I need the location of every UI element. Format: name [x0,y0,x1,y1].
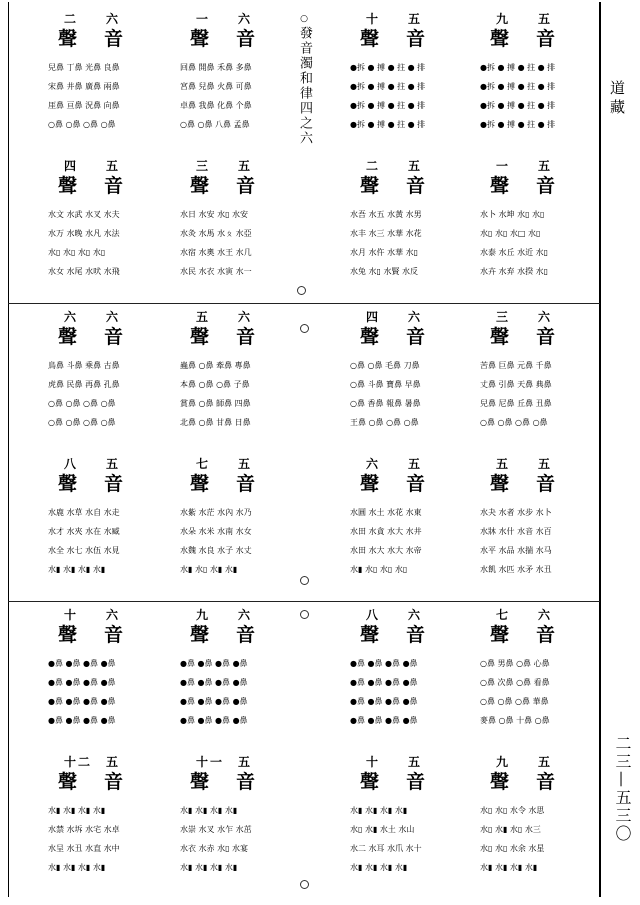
block-header [180,453,280,493]
yin-label: 音 [104,175,124,197]
character-row: 水二 水耳 水爪 水十 [350,844,422,853]
title-text: 發音濁和律四之六 [297,26,312,146]
character-row: 水▮ 水▮ 水▮ 水▮ [48,863,106,872]
block-header [180,751,280,791]
tone-number: 六 [238,608,251,622]
character-row: 水衣 水赤 水▯ 水宴 [180,844,249,853]
sheng-label: 聲 [58,771,79,793]
sound-block [180,751,300,877]
character-row: 水吾 水五 水黃 水男 [350,210,422,219]
character-row: 水全 水七 水伍 水見 [48,546,120,555]
sound-block [180,155,300,281]
character-row: 水民 水衣 水寅 水一 [180,267,252,276]
sheng-label: 聲 [58,175,79,197]
character-rows [180,58,300,134]
sheng-label: 聲 [58,473,79,495]
character-row: 水夬 水者 水步 水卜 [480,508,552,517]
tone-number: 五 [408,457,421,471]
character-row: ●鼻 ●鼻 ●鼻 ●鼻 [350,697,418,706]
sound-block [350,604,470,730]
character-row: 水▮ 水▮ 水▮ 水▮ [350,863,408,872]
sheng-label: 聲 [190,175,211,197]
character-row: ●拆 ● 搏 ● 拄 ● 排 [480,101,556,110]
sound-number: 八 [366,608,381,622]
character-row: ●拆 ● 搏 ● 拄 ● 排 [480,82,556,91]
yin-label: 音 [236,624,256,646]
tone-number: 六 [238,310,251,324]
yin-label: 音 [536,771,556,793]
sheng-label: 聲 [490,28,511,50]
sound-block [48,453,168,579]
sound-number: 五 [496,457,511,471]
sheng-label: 聲 [490,473,511,495]
character-row: 水▯ 水▯ 水余 水星 [480,844,545,853]
character-row: ●鼻 ●鼻 ●鼻 ●鼻 [48,697,116,706]
character-row: 水魏 水良 水子 水丈 [180,546,252,555]
block-header [350,306,450,346]
tone-number: 五 [238,159,251,173]
character-row: 丈鼻 引鼻 天鼻 典鼻 [480,380,552,389]
sound-block [350,155,470,281]
yin-label: 音 [406,175,426,197]
yin-label: 音 [536,473,556,495]
sound-number: 三 [496,310,511,324]
character-rows [48,801,168,877]
character-row: 水日 水安 水▯ 水安 [180,210,249,219]
sound-number: 六 [64,310,79,324]
block-header [180,604,280,644]
binding-hole-icon [300,880,309,889]
sound-number: 十 [64,608,79,622]
character-row: 回鼻 開鼻 禾鼻 多鼻 [180,63,252,72]
character-rows [350,654,470,730]
block-header [350,604,450,644]
character-row: ●拆 ● 搏 ● 拄 ● 排 [350,101,426,110]
character-row: ●鼻 ●鼻 ●鼻 ●鼻 [180,678,248,687]
character-row: 苦鼻 巨鼻 元鼻 千鼻 [480,361,552,370]
character-row: 水▮ 水▮ 水▮ 水▮ [480,863,538,872]
character-row: 水▮ 水▮ 水▮ 水▮ [48,565,106,574]
binding-hole-icon [300,610,309,619]
tone-number: 五 [538,457,551,471]
character-rows [480,58,600,134]
tone-number: 六 [106,608,119,622]
character-row: ○鼻 ○鼻 八鼻 孟鼻 [180,120,250,129]
tone-number: 五 [106,159,119,173]
character-row: 賞鼻 ○鼻 師鼻 四鼻 [180,399,251,408]
character-row: 水朵 水米 水南 水女 [180,527,252,536]
character-rows [350,205,470,281]
block-header [480,306,580,346]
block-header [350,453,450,493]
character-row: 水▮ 水▮ 水▮ 水▮ [48,806,106,815]
character-row: 水▯ 水▯ 水令 水思 [480,806,545,815]
tone-number: 五 [538,12,551,26]
character-row: 水▯ 水▯ 水□ 水▯ [480,229,541,238]
sound-block [480,155,600,281]
sound-block [180,306,300,432]
character-row: ●鼻 ●鼻 ●鼻 ●鼻 [350,659,418,668]
tone-number: 六 [408,608,421,622]
block-header [180,155,280,195]
yin-label: 音 [406,28,426,50]
character-row: ○鼻 男鼻 ○鼻 心鼻 [480,659,550,668]
character-row: 水灸 水馬 水ㄆ 水亞 [180,229,252,238]
tone-number: 六 [106,12,119,26]
character-row: ○鼻 香鼻 報鼻 暑鼻 [350,399,421,408]
character-rows [48,356,168,432]
sound-number: 六 [366,457,381,471]
character-row: ○鼻 次鼻 ○鼻 看鼻 [480,678,550,687]
character-row: 水崇 水叉 水乍 水茁 [180,825,252,834]
sheng-label: 聲 [360,624,381,646]
tone-number: 五 [408,159,421,173]
sheng-label: 聲 [190,326,211,348]
character-rows [350,356,470,432]
sheng-label: 聲 [58,624,79,646]
yin-label: 音 [236,175,256,197]
sound-block [480,751,600,877]
yin-label: 音 [406,326,426,348]
character-row: ○鼻 ○鼻 ○鼻 ○鼻 [48,418,116,427]
yin-label: 音 [236,326,256,348]
tone-number: 五 [106,457,119,471]
character-rows [48,205,168,281]
character-row: 水女 水尾 水吠 水飛 [48,267,120,276]
character-row: 麥鼻 ○鼻 十鼻 ○鼻 [480,716,550,725]
tone-number: 六 [538,310,551,324]
sound-number: 九 [196,608,211,622]
sound-number: 八 [64,457,79,471]
sheng-label: 聲 [190,771,211,793]
sound-number: 四 [366,310,381,324]
sound-block [180,8,300,134]
panel-divider [8,303,600,304]
character-row: 蟲鼻 ○鼻 牽鼻 專鼻 [180,361,251,370]
block-header [48,306,148,346]
sound-block [48,155,168,281]
margin-title: 道藏 [608,80,626,118]
character-rows [350,801,470,877]
sound-number: 二 [64,12,79,26]
character-row: ○鼻 ○鼻 毛鼻 刀鼻 [350,361,420,370]
character-row: ●拆 ● 搏 ● 拄 ● 排 [480,63,556,72]
character-row: 水紫 水茫 水內 水乃 [180,508,252,517]
character-row: ●鼻 ●鼻 ●鼻 ●鼻 [48,678,116,687]
tone-number: 五 [538,755,551,769]
character-row: 鳥鼻 斗鼻 乘鼻 古鼻 [48,361,120,370]
yin-label: 音 [406,624,426,646]
sheng-label: 聲 [490,771,511,793]
sound-block [180,453,300,579]
block-header [480,8,580,48]
character-row: 水田 水大 水大 水帝 [350,546,422,555]
character-rows [180,503,300,579]
character-rows [48,58,168,134]
sound-block [48,751,168,877]
block-header [480,751,580,791]
character-row: ○鼻 ○鼻 ○鼻 ○鼻 [48,399,116,408]
sound-block [350,453,470,579]
yin-label: 音 [104,326,124,348]
character-row: 水泰 水丘 水近 水▯ [480,248,549,257]
sheng-label: 聲 [58,326,79,348]
character-row: 水▮ 水▮ 水▮ 水▮ [350,806,408,815]
tone-number: 五 [238,755,251,769]
character-row: 水▯ 水▮ 水▯ 水三 [480,825,541,834]
sound-block [48,604,168,730]
sound-block [480,604,600,730]
character-row: ●鼻 ●鼻 ●鼻 ●鼻 [350,678,418,687]
sheng-label: 聲 [360,28,381,50]
yin-label: 音 [236,473,256,495]
sound-number: 五 [196,310,211,324]
sound-number: 七 [496,608,511,622]
yin-label: 音 [406,473,426,495]
sound-number: 一 [496,159,511,173]
character-row: 水卜 水坤 水▯ 水▯ [480,210,545,219]
character-row: 水▮ 水▯ 水▮ 水▮ [180,565,238,574]
tone-number: 五 [408,12,421,26]
sheng-label: 聲 [490,624,511,646]
character-row: ●鼻 ●鼻 ●鼻 ●鼻 [48,659,116,668]
yin-label: 音 [104,624,124,646]
character-row: ●拆 ● 搏 ● 拄 ● 排 [350,82,426,91]
panel-divider [8,601,600,602]
character-row: 厓鼻 亘鼻 況鼻 向鼻 [48,101,120,110]
sound-number: 十二 [64,755,93,769]
block-header [180,8,280,48]
block-header [48,751,148,791]
character-row: 水▯ 水▮ 水土 水山 [350,825,415,834]
character-row: ●鼻 ●鼻 ●鼻 ●鼻 [180,659,248,668]
tone-number: 五 [106,755,119,769]
character-rows [480,205,600,281]
sound-block [350,8,470,134]
character-rows [480,654,600,730]
character-row: 水月 水仵 水華 水▯ [350,248,419,257]
sheng-label: 聲 [360,771,381,793]
character-rows [48,503,168,579]
tone-number: 五 [238,457,251,471]
character-row: ●鼻 ●鼻 ●鼻 ●鼻 [180,716,248,725]
block-header [350,8,450,48]
character-row: 水宿 水奧 水王 水几 [180,248,252,257]
character-rows [350,503,470,579]
character-row: ○鼻 ○鼻 ○鼻 ○鼻 [480,418,548,427]
yin-label: 音 [104,473,124,495]
character-row: 水▮ 水▮ 水▮ 水▮ [180,863,238,872]
sound-number: 四 [64,159,79,173]
character-rows [180,801,300,877]
sound-number: 二 [366,159,381,173]
sheng-label: 聲 [490,175,511,197]
character-row: 水才 水夾 水在 水臧 [48,527,120,536]
sound-number: 十 [366,12,381,26]
sheng-label: 聲 [190,28,211,50]
character-row: 水飢 水匹 水矛 水丑 [480,565,552,574]
character-row: 虎鼻 民鼻 再鼻 孔鼻 [48,380,120,389]
character-row: 水禁 水坼 水宅 水卓 [48,825,120,834]
sound-number: 一 [196,12,211,26]
block-header [480,453,580,493]
sound-number: 九 [496,12,511,26]
sound-block [48,306,168,432]
tone-number: 六 [538,608,551,622]
sound-number: 十一 [196,755,225,769]
character-row: ○鼻 斗鼻 寶鼻 早鼻 [350,380,421,389]
character-row: 水兔 水▯ 水賢 水反 [350,267,419,276]
character-row: 水▮ 水▯ 水▯ 水▯ [350,565,408,574]
sound-block [48,8,168,134]
tone-number: 六 [106,310,119,324]
sheng-label: 聲 [190,624,211,646]
sheng-label: 聲 [360,175,381,197]
sheng-label: 聲 [58,28,79,50]
sound-block [480,453,600,579]
character-row: 王鼻 ○鼻 ○鼻 ○鼻 [350,418,419,427]
character-row: 水圓 水土 水花 水東 [350,508,422,517]
sheng-label: 聲 [360,326,381,348]
character-row: 水平 水品 水揣 水马 [480,546,552,555]
character-row: ●拆 ● 搏 ● 拄 ● 排 [350,63,426,72]
sound-number: 七 [196,457,211,471]
character-rows [180,356,300,432]
tone-number: 六 [238,12,251,26]
character-row: 北鼻 ○鼻 甘鼻 日鼻 [180,418,251,427]
character-row: 宋鼻 井鼻 廣鼻 兩鼻 [48,82,120,91]
character-rows [180,654,300,730]
page-number: 二三—五三〇 [613,735,632,843]
character-row: ○鼻 ○鼻 ○鼻 華鼻 [480,697,549,706]
binding-hole-icon [297,286,306,295]
yin-label: 音 [536,28,556,50]
tone-number: 六 [408,310,421,324]
character-row: 水丰 水三 水華 水花 [350,229,422,238]
sheng-label: 聲 [360,473,381,495]
character-row: 兒鼻 尼鼻 丘鼻 丑鼻 [480,399,552,408]
sheng-label: 聲 [490,326,511,348]
character-row: 水牀 水什 水音 水百 [480,527,552,536]
sound-block [350,751,470,877]
character-row: 水卉 水弃 水揆 水▯ [480,267,549,276]
character-row: 水▯ 水▯ 水▯ 水▯ [48,248,106,257]
block-header [48,453,148,493]
character-rows [180,205,300,281]
character-rows [480,801,600,877]
sound-block [350,306,470,432]
block-header [180,306,280,346]
character-row: 水呈 水丑 水直 水中 [48,844,120,853]
character-row: 本鼻 ○鼻 ○鼻 子鼻 [180,380,250,389]
tone-number: 五 [408,755,421,769]
sheng-label: 聲 [190,473,211,495]
sound-block [480,306,600,432]
sound-block [180,604,300,730]
yin-label: 音 [536,624,556,646]
yin-label: 音 [236,771,256,793]
yin-label: 音 [104,771,124,793]
character-rows [350,58,470,134]
binding-hole-icon [300,324,309,333]
block-header [48,155,148,195]
character-row: 宮鼻 兒鼻 火鼻 可鼻 [180,82,252,91]
character-rows [48,654,168,730]
yin-label: 音 [406,771,426,793]
yin-label: 音 [236,28,256,50]
binding-hole-icon [300,576,309,585]
title-mark: ○ [299,14,309,26]
sound-number: 十 [366,755,381,769]
sound-block [480,8,600,134]
character-row: 卓鼻 我鼻 化鼻 个鼻 [180,101,252,110]
character-rows [480,503,600,579]
character-row: ●鼻 ●鼻 ●鼻 ●鼻 [180,697,248,706]
character-row: ●拆 ● 搏 ● 拄 ● 排 [350,120,426,129]
sound-number: 三 [196,159,211,173]
character-row: 水文 水武 水叉 水夫 [48,210,120,219]
tone-number: 五 [538,159,551,173]
character-row: ●鼻 ●鼻 ●鼻 ●鼻 [350,716,418,725]
yin-label: 音 [536,175,556,197]
block-header [350,155,450,195]
character-row: ●拆 ● 搏 ● 拄 ● 排 [480,120,556,129]
character-row: 水鹿 水草 水自 水走 [48,508,120,517]
character-row: 水▮ 水▮ 水▮ 水▮ [180,806,238,815]
yin-label: 音 [536,326,556,348]
character-row: 兒鼻 丁鼻 光鼻 良鼻 [48,63,120,72]
sound-number: 九 [496,755,511,769]
block-header [48,604,148,644]
block-header [350,751,450,791]
character-row: 水田 水貪 水大 水井 [350,527,422,536]
character-row: ○鼻 ○鼻 ○鼻 ○鼻 [48,120,116,129]
block-header [480,155,580,195]
block-header [48,8,148,48]
block-header [480,604,580,644]
character-rows [480,356,600,432]
yin-label: 音 [104,28,124,50]
character-row: ●鼻 ●鼻 ●鼻 ●鼻 [48,716,116,725]
character-row: 水万 水晚 水凡 水法 [48,229,120,238]
